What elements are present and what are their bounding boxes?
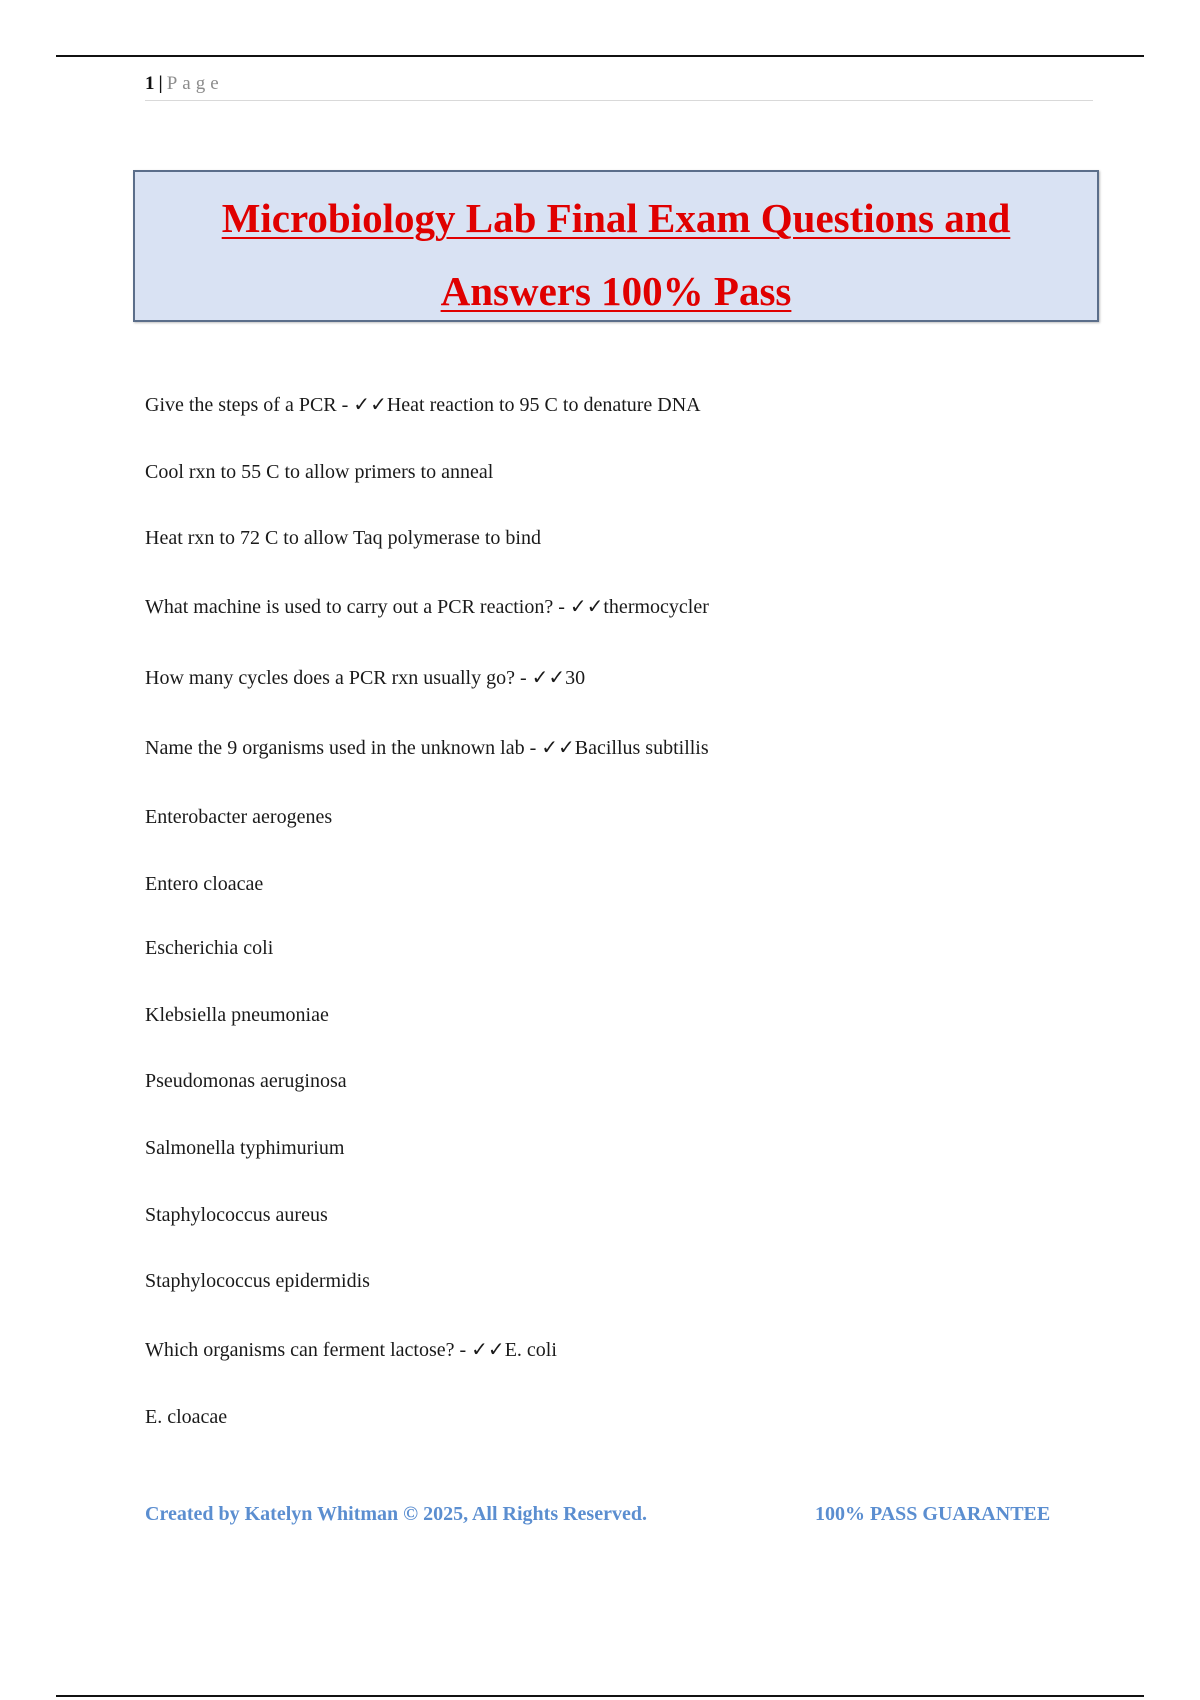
qa-line: Enterobacter aerogenes (145, 806, 333, 828)
qa-line: Heat rxn to 72 C to allow Taq polymerase to bind (145, 527, 541, 549)
qa-line: Staphylococcus epidermidis (145, 1270, 370, 1292)
qa-line: Staphylococcus aureus (145, 1204, 328, 1226)
qa-line: Entero cloacae (145, 873, 264, 895)
page-number: 1 (145, 73, 155, 94)
top-rule (56, 55, 1144, 57)
footer-guarantee: 100% PASS GUARANTEE (815, 1503, 1051, 1525)
qa-line: Give the steps of a PCR - ✓✓Heat reaction to 95 C to denature DNA (145, 394, 701, 416)
qa-line: Escherichia coli (145, 937, 274, 959)
footer-copyright: Created by Katelyn Whitman © 2025, All Rights Reserved. (145, 1503, 647, 1525)
qa-line: What machine is used to carry out a PCR reaction? - ✓✓thermocycler (145, 596, 709, 618)
qa-line: Klebsiella pneumoniae (145, 1004, 329, 1026)
document-title-line-1: Microbiology Lab Final Exam Questions and (221, 195, 1011, 241)
title-box (133, 170, 1099, 322)
qa-line: How many cycles does a PCR rxn usually go? - ✓✓30 (145, 667, 586, 689)
page-separator: | (158, 73, 163, 94)
page-label: Page (166, 73, 224, 94)
page-header (145, 72, 1093, 101)
qa-line: E. cloacae (145, 1406, 228, 1428)
qa-line: Name the 9 organisms used in the unknown lab - ✓✓Bacillus subtillis (145, 737, 709, 759)
document-title-line-2: Answers 100% Pass (440, 268, 792, 314)
qa-line: Salmonella typhimurium (145, 1137, 345, 1159)
qa-line: Cool rxn to 55 C to allow primers to anneal (145, 461, 494, 483)
bottom-rule (56, 1695, 1144, 1697)
qa-line: Which organisms can ferment lactose? - ✓✓E. coli (145, 1339, 557, 1361)
qa-line: Pseudomonas aeruginosa (145, 1070, 347, 1092)
